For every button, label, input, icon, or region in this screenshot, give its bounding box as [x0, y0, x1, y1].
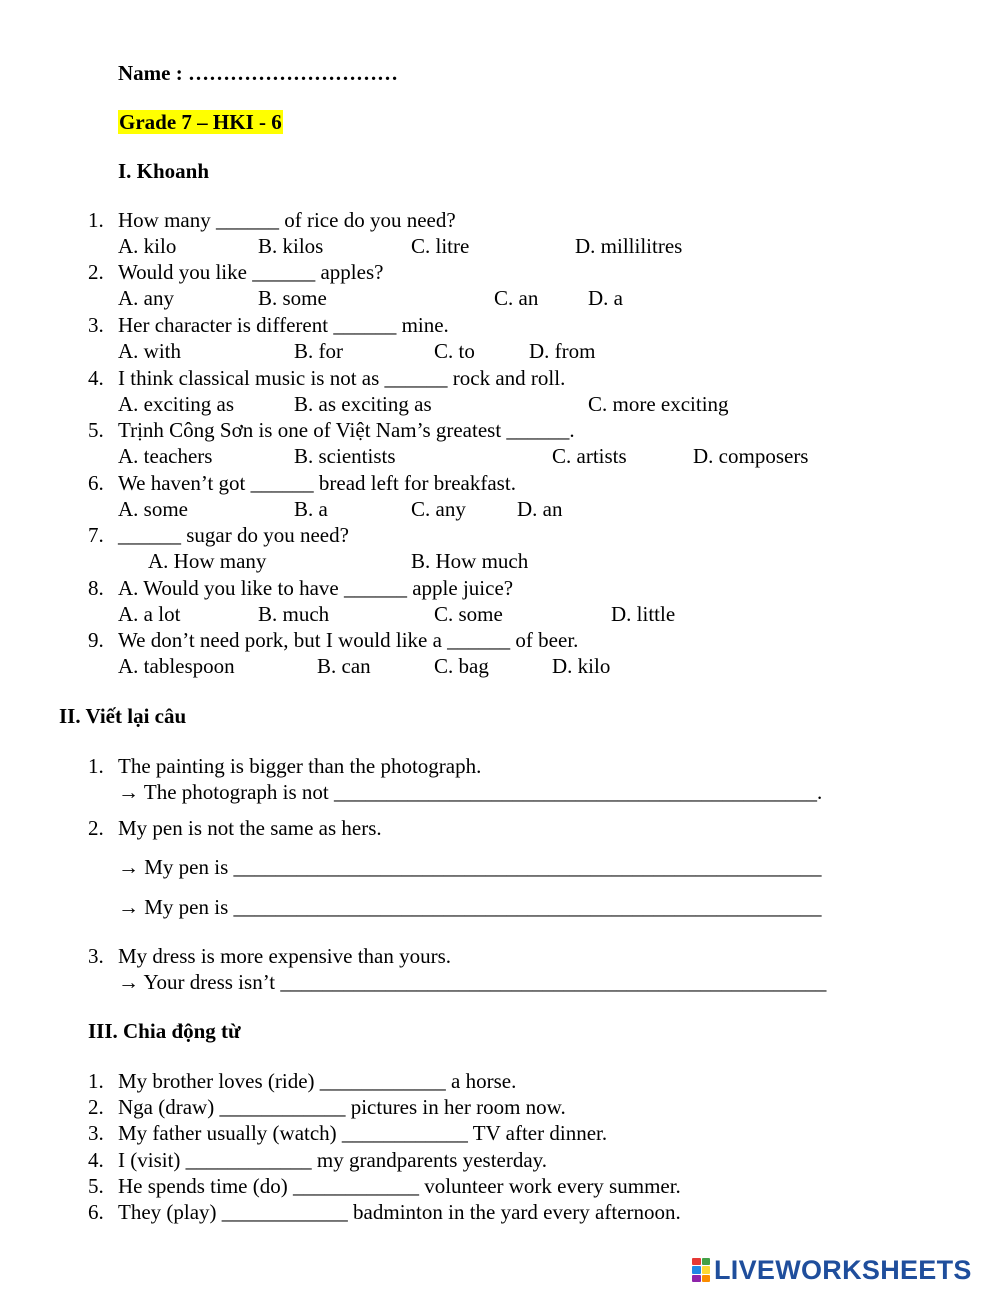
item-number: 2. [88, 1095, 104, 1119]
question-number: 3. [88, 313, 104, 337]
option[interactable]: D. little [611, 602, 676, 626]
sentence-text: The painting is bigger than the photograph. [118, 754, 482, 778]
question-number: 4. [88, 366, 104, 390]
rewrite-answer-line[interactable]: → Your dress isn’t ____________________________________________________ [118, 970, 827, 994]
option[interactable]: D. an [517, 497, 563, 521]
question-text: ______ sugar do you need? [118, 523, 349, 547]
option[interactable]: A. any [118, 286, 174, 310]
question-number: 9. [88, 628, 104, 652]
verb-exercise-line[interactable]: I (visit) ____________ my grandparents yesterday. [118, 1148, 548, 1172]
question-text: Trịnh Công Sơn is one of Việt Nam’s greatest ______. [118, 418, 575, 442]
option[interactable]: B. much [258, 602, 330, 626]
question-text: How many ______ of rice do you need? [118, 208, 456, 232]
option[interactable]: C. an [494, 286, 539, 310]
item-number: 5. [88, 1174, 104, 1198]
option[interactable]: C. litre [411, 234, 470, 258]
option[interactable]: A. a lot [118, 602, 181, 626]
option[interactable]: B. How much [411, 549, 529, 573]
sentence-text: My pen is not the same as hers. [118, 816, 382, 840]
grade-highlight: Grade 7 – HKI - 6 [119, 110, 282, 134]
option[interactable]: D. from [529, 339, 596, 363]
question-text: I think classical music is not as ______ rock and roll. [118, 366, 566, 390]
question-text: Would you like ______ apples? [118, 260, 384, 284]
question-number: 7. [88, 523, 104, 547]
option[interactable]: B. for [294, 339, 343, 363]
logo-text: LIVEWORKSHEETS [714, 1255, 972, 1285]
question-number: 1. [88, 208, 104, 232]
question-number: 6. [88, 471, 104, 495]
option[interactable]: C. to [434, 339, 475, 363]
item-number: 3. [88, 944, 104, 968]
section-2-title: II. Viết lại câu [59, 704, 187, 728]
option[interactable]: B. as exciting as [294, 392, 432, 416]
option[interactable]: D. kilo [552, 654, 611, 678]
option[interactable]: D. millilitres [575, 234, 683, 258]
section-3-title: III. Chia động từ [88, 1019, 241, 1043]
option[interactable]: B. kilos [258, 234, 324, 258]
option[interactable]: A. teachers [118, 444, 213, 468]
option[interactable]: A. exciting as [118, 392, 235, 416]
liveworksheets-logo-icon [692, 1258, 710, 1282]
question-number: 8. [88, 576, 104, 600]
name-line: Name : ………………………… [118, 61, 398, 85]
question-number: 5. [88, 418, 104, 442]
option[interactable]: D. a [588, 286, 623, 310]
question-text: We don’t need pork, but I would like a ______ of beer. [118, 628, 579, 652]
option[interactable]: C. some [434, 602, 503, 626]
question-text: We haven’t got ______ bread left for breakfast. [118, 471, 516, 495]
verb-exercise-line[interactable]: My father usually (watch) ____________ TV after dinner. [118, 1121, 608, 1145]
grade-title [118, 109, 283, 135]
item-number: 6. [88, 1200, 104, 1224]
verb-exercise-line[interactable]: My brother loves (ride) ____________ a horse. [118, 1069, 517, 1093]
question-text: Her character is different ______ mine. [118, 313, 449, 337]
option[interactable]: C. any [411, 497, 466, 521]
verb-exercise-line[interactable]: They (play) ____________ badminton in the yard every afternoon. [118, 1200, 681, 1224]
option[interactable]: B. a [294, 497, 328, 521]
sentence-text: My dress is more expensive than yours. [118, 944, 452, 968]
verb-exercise-line[interactable]: He spends time (do) ____________ volunteer work every summer. [118, 1174, 681, 1198]
option[interactable]: A. How many [148, 549, 267, 573]
verb-exercise-line[interactable]: Nga (draw) ____________ pictures in her room now. [118, 1095, 566, 1119]
option[interactable]: B. scientists [294, 444, 396, 468]
option[interactable]: C. more exciting [588, 392, 729, 416]
item-number: 3. [88, 1121, 104, 1145]
option[interactable]: C. bag [434, 654, 489, 678]
item-number: 2. [88, 816, 104, 840]
option[interactable]: A. kilo [118, 234, 177, 258]
item-number: 1. [88, 754, 104, 778]
item-number: 1. [88, 1069, 104, 1093]
rewrite-answer-line[interactable]: → My pen is ________________________________________________________ [118, 855, 822, 879]
option[interactable]: A. some [118, 497, 188, 521]
option[interactable]: A. tablespoon [118, 654, 235, 678]
item-number: 4. [88, 1148, 104, 1172]
rewrite-answer-line[interactable]: → My pen is ________________________________________________________ [118, 895, 822, 919]
rewrite-answer-line[interactable]: → The photograph is not ______________________________________________. [118, 780, 823, 804]
option[interactable]: A. with [118, 339, 181, 363]
option[interactable]: B. some [258, 286, 327, 310]
question-number: 2. [88, 260, 104, 284]
question-text: A. Would you like to have ______ apple juice? [118, 576, 514, 600]
option[interactable]: B. can [317, 654, 371, 678]
option[interactable]: D. composers [693, 444, 809, 468]
section-1-title: I. Khoanh [118, 159, 210, 183]
option[interactable]: C. artists [552, 444, 627, 468]
liveworksheets-logo[interactable] [692, 1255, 972, 1285]
